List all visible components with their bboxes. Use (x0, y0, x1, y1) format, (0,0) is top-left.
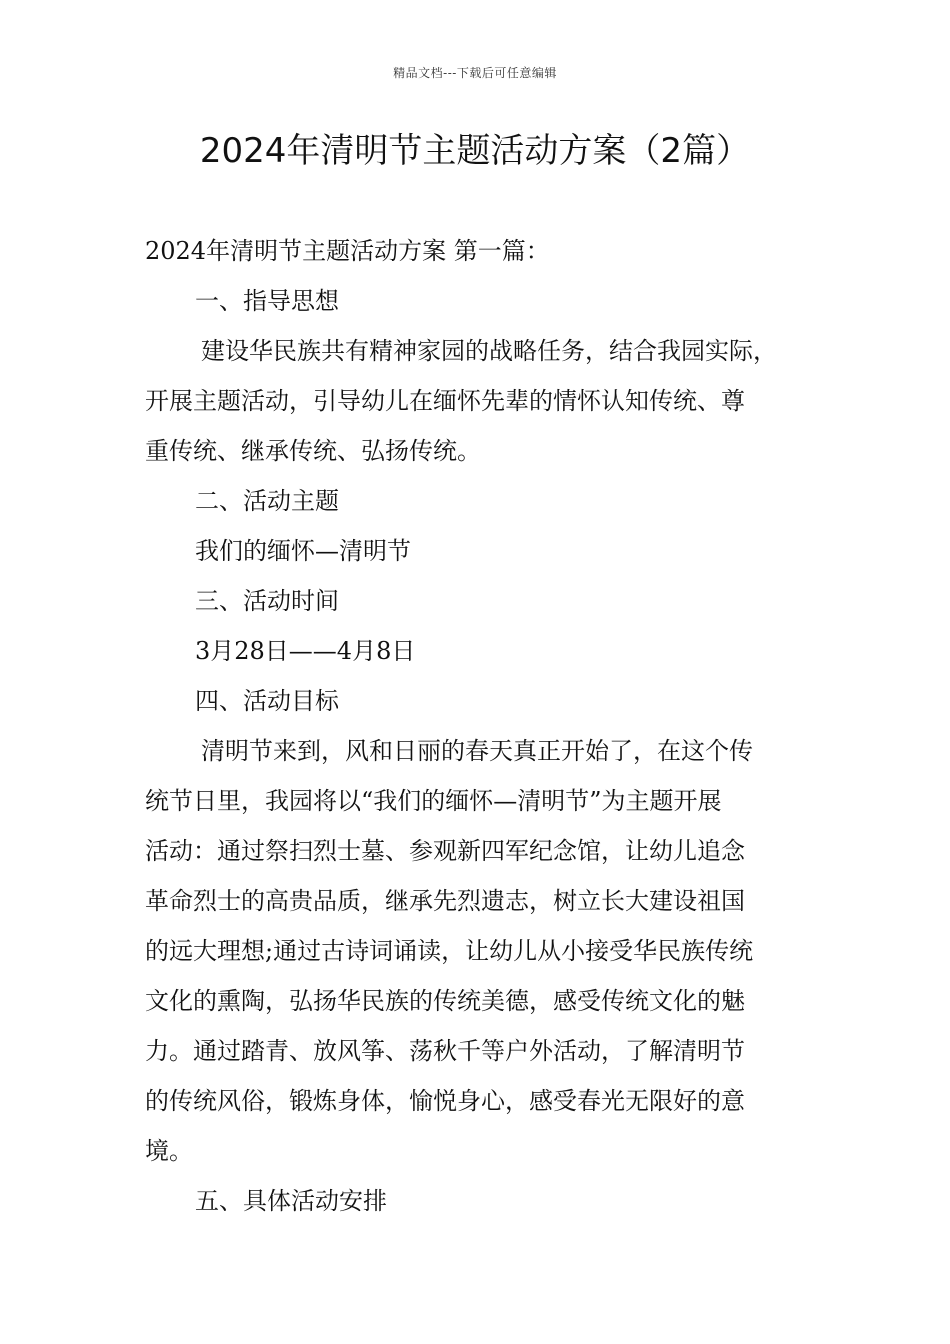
paragraph-line: 境。 (145, 1137, 193, 1165)
paragraph-line: 的远大理想;通过古诗词诵读，让幼儿从小接受华民族传统 (145, 937, 754, 965)
activity-time-text: 3月28日——4月8日 (195, 637, 416, 665)
heading-activity-arrangement: 五、具体活动安排 (195, 1187, 387, 1215)
heading-activity-theme: 二、活动主题 (195, 487, 339, 515)
paragraph-line: 革命烈士的高贵品质，继承先烈遗志，树立长大建设祖国 (145, 887, 745, 915)
paragraph-line: 活动：通过祭扫烈士墓、参观新四军纪念馆，让幼儿追念 (145, 837, 745, 865)
paragraph-line: 统节日里，我园将以“我们的缅怀—清明节”为主题开展 (145, 787, 722, 815)
heading-activity-goals: 四、活动目标 (195, 687, 339, 715)
header-note: 精品文档---下载后可任意编辑 (393, 66, 557, 80)
activity-theme-text: 我们的缅怀—清明节 (195, 537, 411, 565)
paragraph-line: 文化的熏陶，弘扬华民族的传统美德，感受传统文化的魅 (145, 987, 745, 1015)
paragraph-line: 建设华民族共有精神家园的战略任务，结合我园实际， (201, 337, 777, 365)
section-heading-part-one: 2024年清明节主题活动方案 第一篇： (145, 237, 550, 265)
document-title: 2024年清明节主题活动方案（2篇） (199, 131, 751, 171)
paragraph-line: 清明节来到，风和日丽的春天真正开始了，在这个传 (201, 737, 753, 765)
heading-guiding-ideology: 一、指导思想 (195, 287, 339, 315)
heading-activity-time: 三、活动时间 (195, 587, 339, 615)
paragraph-line: 重传统、继承传统、弘扬传统。 (145, 437, 481, 465)
paragraph-line: 的传统风俗，锻炼身体，愉悦身心，感受春光无限好的意 (145, 1087, 745, 1115)
document-body (145, 226, 810, 1226)
paragraph-line: 力。通过踏青、放风筝、荡秋千等户外活动，了解清明节 (145, 1037, 745, 1065)
paragraph-line: 开展主题活动，引导幼儿在缅怀先辈的情怀认知传统、尊 (145, 387, 745, 415)
